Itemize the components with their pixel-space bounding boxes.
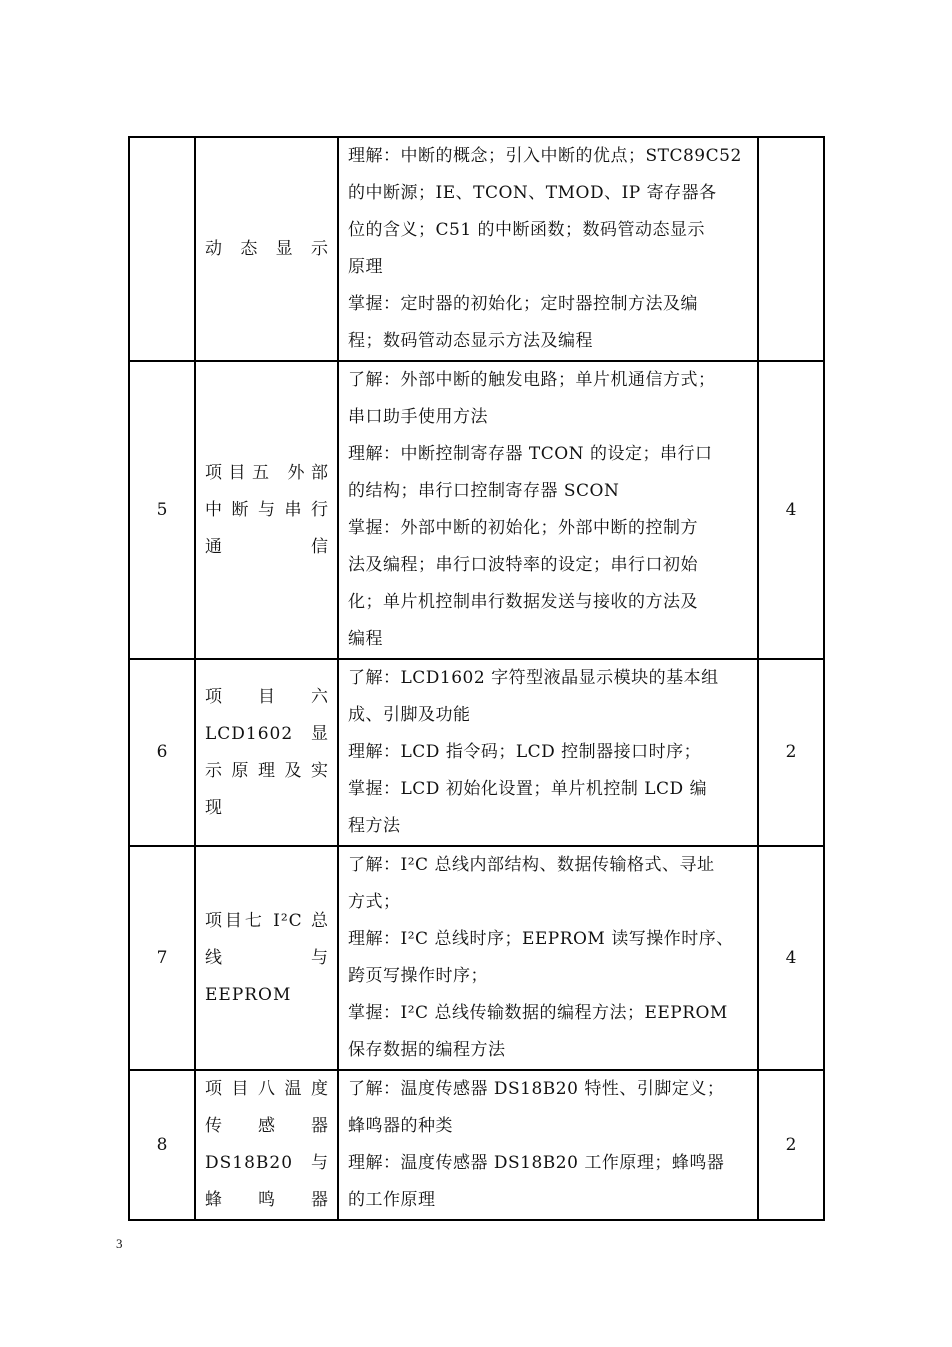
project-name-line: 项目五 外部 <box>205 462 329 483</box>
project-name-line: 动态显示 <box>205 238 329 259</box>
content-cell <box>338 659 758 846</box>
content-line: 成、引脚及功能 <box>348 705 471 725</box>
table-row <box>129 659 824 846</box>
project-name-cell <box>195 659 338 846</box>
content-line: 理解：中断的概念；引入中断的优点；STC89C52 <box>348 146 742 166</box>
project-name-line: 项目八温度 <box>205 1079 329 1099</box>
hours-cell <box>758 137 824 361</box>
project-name-line: 中断与串行 <box>205 499 329 520</box>
content-line: 了解：LCD1602 字符型液晶显示模块的基本组 <box>348 668 719 688</box>
table-row <box>129 137 824 361</box>
content-line: 掌握：I²C 总线传输数据的编程方法；EEPROM <box>348 1003 728 1023</box>
content-line: 方式； <box>348 892 401 912</box>
content-line: 理解：温度传感器 DS18B20 工作原理；蜂鸣器 <box>348 1153 725 1173</box>
project-name-line: 线 与 <box>205 947 329 968</box>
content-line: 位的含义；C51 的中断函数；数码管动态显示 <box>348 220 706 240</box>
project-name-line: 传 感 器 <box>205 1116 329 1136</box>
content-line: 化；单片机控制串行数据发送与接收的方法及 <box>348 592 698 612</box>
project-name-cell <box>195 1070 338 1220</box>
project-name-line: EEPROM <box>205 984 292 1005</box>
content-line: 程；数码管动态显示方法及编程 <box>348 331 593 351</box>
content-cell <box>338 1070 758 1220</box>
project-name-line: 示原理及实 <box>205 760 329 781</box>
content-line: 的结构；串行口控制寄存器 SCON <box>348 481 620 501</box>
row-number-cell: 8 <box>129 1070 195 1220</box>
content-line: 理解：LCD 指令码；LCD 控制器接口时序； <box>348 742 702 762</box>
content-line: 理解：I²C 总线时序；EEPROM 读写操作时序、 <box>348 929 734 949</box>
content-cell <box>338 137 758 361</box>
row-number-cell: 6 <box>129 659 195 846</box>
project-name-cell <box>195 137 338 361</box>
course-schedule-table <box>128 136 825 1221</box>
table-body <box>129 137 824 1220</box>
content-line: 法及编程；串行口波特率的设定；串行口初始 <box>348 555 698 575</box>
row-number-cell: 5 <box>129 361 195 659</box>
page-number: 3 <box>116 1236 123 1251</box>
content-line: 原理 <box>348 257 383 277</box>
project-name-cell <box>195 361 338 659</box>
project-name-line: 蜂鸣器 <box>205 1190 329 1210</box>
table-row <box>129 1070 824 1220</box>
table-row <box>129 846 824 1070</box>
content-line: 蜂鸣器的种类 <box>348 1116 453 1136</box>
row-number-cell <box>129 137 195 361</box>
content-line: 串口助手使用方法 <box>348 407 488 427</box>
content-line: 程方法 <box>348 816 401 836</box>
row-number-cell: 7 <box>129 846 195 1070</box>
content-line: 编程 <box>348 629 383 649</box>
content-line: 跨页写操作时序； <box>348 966 488 986</box>
project-name-line: DS18B20 与 <box>205 1153 329 1173</box>
content-line: 的工作原理 <box>348 1190 436 1210</box>
hours-cell: 2 <box>758 1070 824 1220</box>
content-line: 了解：外部中断的触发电路；单片机通信方式； <box>348 370 716 390</box>
project-name-line: 现 <box>205 797 223 818</box>
hours-cell: 2 <box>758 659 824 846</box>
content-line: 掌握：LCD 初始化设置；单片机控制 LCD 编 <box>348 779 708 799</box>
content-line: 了解：温度传感器 DS18B20 特性、引脚定义； <box>348 1079 725 1099</box>
project-name-cell <box>195 846 338 1070</box>
content-cell <box>338 361 758 659</box>
table-row <box>129 361 824 659</box>
hours-cell: 4 <box>758 846 824 1070</box>
content-cell <box>338 846 758 1070</box>
content-line: 理解：中断控制寄存器 TCON 的设定；串行口 <box>348 444 713 464</box>
project-name-line: 项目七 I²C 总 <box>205 910 329 931</box>
content-line: 保存数据的编程方法 <box>348 1040 506 1060</box>
content-line: 掌握：外部中断的初始化；外部中断的控制方 <box>348 518 698 538</box>
project-name-line: 项 目 六 <box>205 686 329 707</box>
content-line: 了解：I²C 总线内部结构、数据传输格式、寻址 <box>348 855 715 875</box>
project-name-line: LCD1602 显 <box>205 723 329 744</box>
project-name-line: 通信 <box>205 536 329 557</box>
content-line: 的中断源；IE、TCON、TMOD、IP 寄存器各 <box>348 183 717 203</box>
hours-cell: 4 <box>758 361 824 659</box>
content-line: 掌握：定时器的初始化；定时器控制方法及编 <box>348 294 698 314</box>
